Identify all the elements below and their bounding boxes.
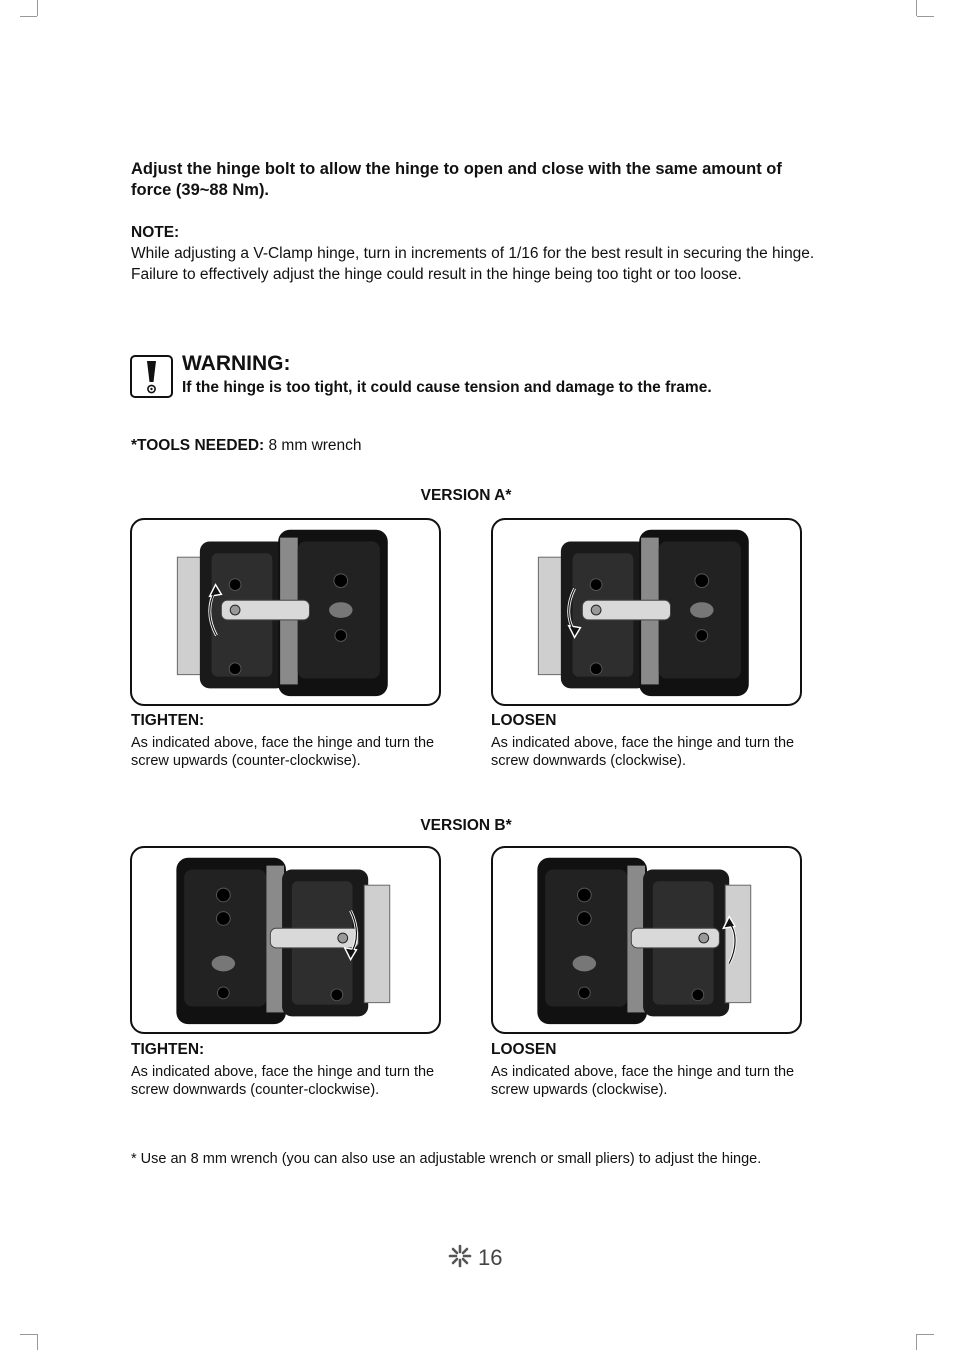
version-b-title: VERSION B* <box>420 817 512 834</box>
warning-text: If the hinge is too tight, it could cause tension and damage to the frame. <box>182 379 712 396</box>
hinge-photo-version-b-tighten <box>130 846 441 1034</box>
crop-mark <box>916 0 917 16</box>
crop-mark <box>917 1334 934 1335</box>
version-b-loosen-title: LOOSEN <box>491 1041 557 1058</box>
hinge-photo-version-a-loosen <box>491 518 802 706</box>
crop-mark <box>20 1334 37 1335</box>
version-a-loosen-title: LOOSEN <box>491 712 557 729</box>
version-b-loosen-text: As indicated above, face the hinge and turn the screw upwards (clockwise). <box>491 1064 795 1098</box>
hinge-photo-version-b-loosen <box>491 846 802 1034</box>
warning-title: WARNING: <box>182 352 291 375</box>
note-heading: NOTE: <box>131 224 180 241</box>
version-a-tighten-title: TIGHTEN: <box>131 712 205 729</box>
warning-exclamation-icon <box>130 355 173 398</box>
snowflake-logo-icon <box>448 1244 472 1273</box>
crop-mark <box>20 16 37 17</box>
tools-value: 8 mm wrench <box>264 437 362 454</box>
crop-mark <box>917 16 934 17</box>
crop-mark <box>37 1334 38 1350</box>
hinge-photo-version-a-tighten <box>130 518 441 706</box>
version-a-loosen-text: As indicated above, face the hinge and turn the screw downwards (clockwise). <box>491 735 795 769</box>
crop-mark <box>916 1334 917 1350</box>
page-number: 16 <box>478 1245 503 1270</box>
version-b-tighten-text: As indicated above, face the hinge and turn the screw downwards (counter-clockwise). <box>131 1064 435 1098</box>
intro-instruction: Adjust the hinge bolt to allow the hinge to open and close with the same amount of force (39~88 Nm). <box>131 160 782 199</box>
version-a-tighten-text: As indicated above, face the hinge and turn the screw upwards (counter-clockwise). <box>131 735 435 769</box>
version-b-tighten-title: TIGHTEN: <box>131 1041 205 1058</box>
page-footer <box>448 1243 502 1273</box>
crop-mark <box>37 0 38 16</box>
tools-needed <box>131 437 362 455</box>
note-body: While adjusting a V-Clamp hinge, turn in increments of 1/16 for the best result in securing the hinge. Failure to effectively adjust the hinge could result in the hinge being too tight or too loose. <box>131 245 815 283</box>
footnote: * Use an 8 mm wrench (you can also use an adjustable wrench or small pliers) to adjust the hinge. <box>131 1151 762 1167</box>
version-a-title: VERSION A* <box>420 487 512 504</box>
tools-label: *TOOLS NEEDED: <box>131 437 265 454</box>
